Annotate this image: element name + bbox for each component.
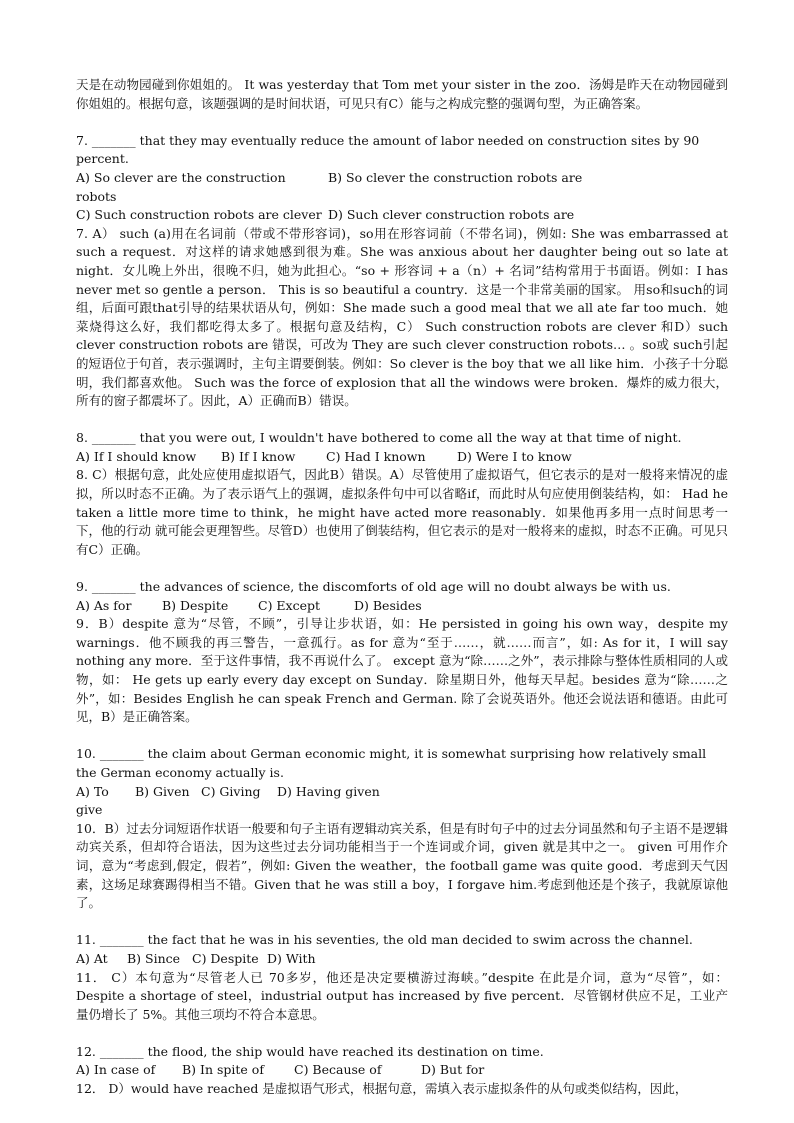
answer-option: D) Were I to know bbox=[457, 448, 572, 464]
answer-options bbox=[76, 783, 728, 820]
question-stem: 9. _______ the advances of science, the discomforts of old age will no doubt always be with us. bbox=[76, 579, 671, 595]
explanation-paragraph: 8. C）根据句意，此处应使用虚拟语气，因此B）错误。A）尽管使用了虚拟语气，但它表示的是对一般将来情况的虚拟，所以时态不正确。为了表示语气上的强调，虚拟条件句中可以省略if，而此时从句应使用倒装结构，如： Had he taken a little more time to think，he might have acted more reasonably．如果他再多用一点时间思考一下，他的行动 就可能会更理智些。尽管D）也使用了倒装结构，但它表示的是对一般将来的虚拟，时态不正确。可见只有C）正确。 bbox=[76, 467, 728, 557]
document-page bbox=[76, 76, 728, 1099]
answer-option: D) Besides bbox=[354, 597, 422, 613]
answer-option: C) Giving bbox=[201, 783, 261, 799]
explanation-paragraph: 11． C）本句意为“尽管老人已 70多岁，他还是决定要横游过海峡。”despite 在此是介词，意为“尽管”，如： Despite a shortage of steel，industrial output has increased by five percent．尽管钢材供应不足，工业产量仍增长了 5%。其他三项均不符合本意思。 bbox=[76, 969, 728, 1022]
question-stem: 12. _______ the flood, the ship would have reached its destination on time. bbox=[76, 1043, 544, 1059]
paragraph-gap bbox=[76, 411, 728, 430]
answer-option: A) To give bbox=[76, 783, 109, 818]
explanation-paragraph: 10．B）过去分词短语作状语一般要和句子主语有逻辑动宾关系，但是有时句子中的过去分词虽然和句子主语不是逻辑动宾关系，但却符合语法，因为这些过去分词功能相当于一个连词或介词，given 就是其中之一。 given 可用作介词，意为“考虑到,假定，假若”，例如: Given the weather，the football game was quite good．考虑到天气因素，这场足球赛踢得相当不错。Given that he was still a boy，I forgave him.考虑到他还是个孩子，我就原谅他了。 bbox=[76, 820, 728, 911]
answer-option: A) In case of bbox=[76, 1062, 156, 1078]
answer-option: B) So clever the construction robots are bbox=[328, 169, 583, 185]
answer-option: C) Despite bbox=[192, 950, 259, 966]
answer-option: B) Given bbox=[135, 783, 190, 799]
answer-option: B) Since bbox=[127, 950, 181, 966]
answer-options bbox=[76, 950, 728, 969]
answer-option: D) Having given bbox=[277, 783, 380, 799]
answer-option: D) Such clever construction robots are bbox=[328, 207, 575, 223]
paragraph-gap bbox=[76, 113, 728, 132]
answer-option: B) In spite of bbox=[182, 1062, 264, 1078]
answer-option: D) With bbox=[267, 950, 316, 966]
answer-options bbox=[76, 206, 728, 225]
answer-option: A) If I should know bbox=[76, 448, 197, 464]
answer-option: B) Despite bbox=[162, 597, 229, 613]
answer-options bbox=[76, 1061, 728, 1080]
paragraph-gap bbox=[76, 727, 728, 746]
question-stem: 7. _______ that they may eventually reduce the amount of labor needed on construction sites by 90 percent. bbox=[76, 132, 700, 167]
answer-options bbox=[76, 169, 728, 206]
answer-option: A) So clever are the construction robots bbox=[76, 169, 286, 204]
answer-options bbox=[76, 597, 728, 616]
answer-option: A) At bbox=[76, 950, 108, 966]
answer-option: A) As for bbox=[76, 597, 132, 613]
question-stem: 10. _______ the claim about German economic might, it is somewhat surprising how relatively small the German economy actually is. bbox=[76, 746, 707, 780]
answer-option: C) Except bbox=[258, 597, 321, 613]
paragraph-gap bbox=[76, 1024, 728, 1043]
answer-option: C) Such construction robots are clever bbox=[76, 207, 322, 223]
answer-options bbox=[76, 448, 728, 467]
answer-option: B) If I know bbox=[221, 448, 296, 464]
explanation-paragraph: 9．B）despite 意为“尽管，不顾”，引导让步状语，如：He persisted in going his own way，despite my warnings．他不顾我的再三警告，一意孤行。as for 意为“至于……，就……而言”，如: As for it，I will say nothing any more．至于这件事情，我不再说什么了。 except 意为“除……之外”，表示排除与整体性质相同的人或物，如： He gets up early every day except on Sunday．除星期日外，他每天早起。besides 意为“除……之外”，如：Besides English he can speak French and German. 除了会说英语外。他还会说法语和德语。由此可见，B）是正确答案。 bbox=[76, 616, 728, 725]
answer-option: D) But for bbox=[421, 1062, 485, 1078]
paragraph-gap bbox=[76, 559, 728, 578]
explanation-paragraph: 天是在动物园碰到你姐姐的。 It was yesterday that Tom met your sister in the zoo．汤姆是昨天在动物园碰到你姐姐的。根据句意，该题强调的是时间状语，可见只有C）能与之构成完整的强调句型，为正确答案。 bbox=[76, 77, 728, 111]
paragraph-gap bbox=[76, 913, 728, 932]
explanation-paragraph: 7. A） such (a)用在名词前（带或不带形容词)，so用在形容词前（不带名词)，例如: She was embarrassed at such a request．对这样的请求她感到很为难。She was anxious about her daughter being out so late at night．女儿晚上外出，很晚不归，她为此担心。“so + 形容词 + a（n）+ 名词”结构常用于书面语。例如：I has never met so gentle a person． This is so beautiful a country．这是一个非常美丽的国家。 用so和such的词组，后面可跟that引导的结果状语从句，例如：She made such a good meal that we all ate far too much．她菜烧得这么好，我们都吃得太多了。根据句意及结构，C） Such construction robots are clever 和D）such clever construction robots are 错误，可改为 They are such clever construction robots… 。so或 such引起的短语位于句首，表示强调时，主句主谓要倒装。例如：So clever is the boy that we all like him．小孩子十分聪明，我们都喜欢他。 Such was the force of explosion that all the windows were broken．爆炸的威力很大，所有的窗子都震坏了。因此，A）正确而B）错误。 bbox=[76, 225, 728, 409]
answer-option: C) Because of bbox=[294, 1062, 382, 1078]
explanation-paragraph: 12． D）would have reached 是虚拟语气形式，根据句意，需填入表示虚拟条件的从句或类似结构，因此， bbox=[76, 1081, 688, 1097]
question-stem: 11. _______ the fact that he was in his seventies, the old man decided to swim across the channel. bbox=[76, 932, 693, 948]
question-stem: 8. _______ that you were out, I wouldn't have bothered to come all the way at that time of night. bbox=[76, 430, 682, 446]
answer-option: C) Had I known bbox=[326, 448, 426, 464]
